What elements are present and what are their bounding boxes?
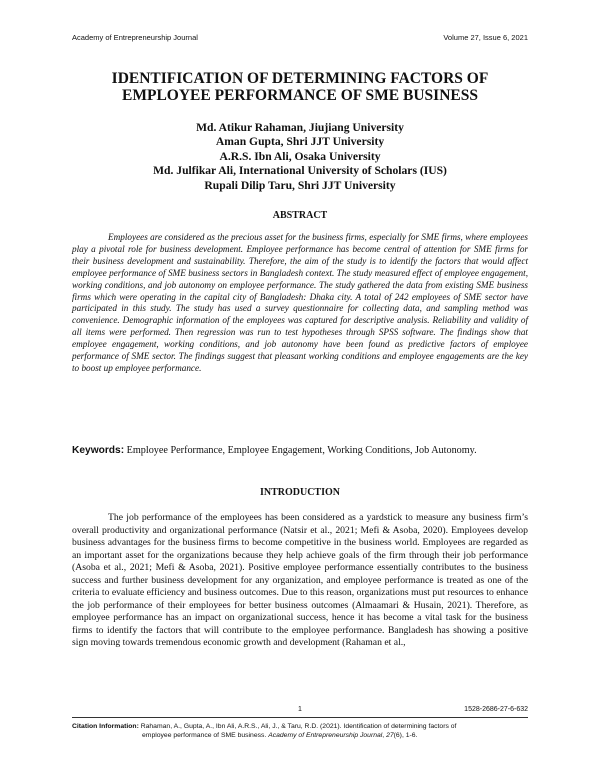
- title-line-2: EMPLOYEE PERFORMANCE OF SME BUSINESS: [122, 87, 478, 104]
- introduction-heading: INTRODUCTION: [259, 487, 340, 498]
- page-number: 1: [298, 706, 302, 713]
- citation-information: [72, 722, 528, 740]
- running-header: [72, 33, 528, 42]
- footer-divider: [72, 717, 528, 718]
- citation-line-1: Rahaman, A., Gupta, A., Ibn Ali, A.R.S., Ali, J., & Taru, R.D. (2021). Identification of determining factors of: [140, 723, 457, 730]
- citation-issue-pages: (6), 1-6.: [393, 732, 418, 739]
- keywords-text: Employee Performance, Employee Engagement, Working Conditions, Job Autonomy.: [126, 445, 477, 456]
- author-2: Aman Gupta, Shri JJT University: [215, 135, 385, 149]
- abstract-text: Employees are considered as the precious asset for the business firms, especially for SME firms, where employees play a pivotal role for business development. Employee performance has become central of attention for SME firms for their business development and sustainability. Therefore, the aim of the study is to identify the factors that would affect employee performance of SME business sectors in Bangladesh context. The study measured effect of employee engagement, working conditions, and job autonomy on employee performance. The study gathered the data from existing SME business firms which were operating in the capital city of Bangladesh: Dhaka city. A total of 242 employees of SME sector have participated in this study. The study has used a survey questionnaire for collecting data, and sampling method was convenience. Demographic information of the employees was captured for descriptive analysis. Reliability and validity of all items were performed. Then regression was run to test hypotheses through SPSS software. The findings show that employee engagement, working conditions, and job autonomy have been found as predictive factors of employee performance of SME sector. The findings suggest that pleasant working conditions and employee engagements are the key to boost up employee performance.: [72, 232, 528, 373]
- title-line-1: IDENTIFICATION OF DETERMINING FACTORS OF: [111, 70, 489, 87]
- author-list: [60, 121, 540, 193]
- citation-label: Citation Information:: [72, 723, 139, 730]
- citation-separator: ,: [382, 732, 385, 739]
- article-id: 1528-2686-27-6-632: [464, 706, 528, 713]
- volume-issue: Volume 27, Issue 6, 2021: [443, 33, 528, 42]
- author-3: A.R.S. Ibn Ali, Osaka University: [219, 149, 381, 163]
- citation-line-2: employee performance of SME business.: [142, 732, 267, 739]
- keywords: [72, 445, 528, 458]
- author-5: Rupali Dilip Taru, Shri JJT University: [204, 178, 396, 192]
- citation-journal: Academy of Entrepreneurship Journal: [268, 732, 383, 739]
- keywords-label: Keywords:: [72, 445, 125, 456]
- introduction-text: The job performance of the employees has been considered as a yardstick to measure any business firm’s overall productivity and organizational performance (Natsir et al., 2021; Mefi & Asoba, 2020). Employees develop business advantages for the business firms to become competitive in the business world. Employees are regarded as an important asset for the organizations because they help achieve goals of the firm through their job performance (Asoba et al., 2021; Mefi & Asoba, 2021). Positive employee performance essentially contributes to the business success and further business development for any organization, and employee performance is treated as one of the criteria to evaluate efficiency and business outcomes. Due to this reason, organizations must put resources to enhance the job performance of their employees for better business outcomes (Almaamari & Husain, 2021). Therefore, as employee performance has an impact on organizational success, hence it has become a vital task for the business firms to identify the factors that will contribute to the employee performance. Bangladesh has showing a positive sign moving towards tremendous economic growth and development (Rahaman et al.,: [72, 512, 528, 648]
- author-1: Md. Atikur Rahaman, Jiujiang University: [196, 121, 404, 134]
- paper-title: [60, 70, 540, 104]
- citation-volume: 27: [386, 732, 394, 739]
- journal-name: Academy of Entrepreneurship Journal: [72, 33, 198, 42]
- abstract-heading: ABSTRACT: [272, 210, 328, 221]
- author-4: Md. Julfikar Ali, International University of Scholars (IUS): [153, 164, 447, 178]
